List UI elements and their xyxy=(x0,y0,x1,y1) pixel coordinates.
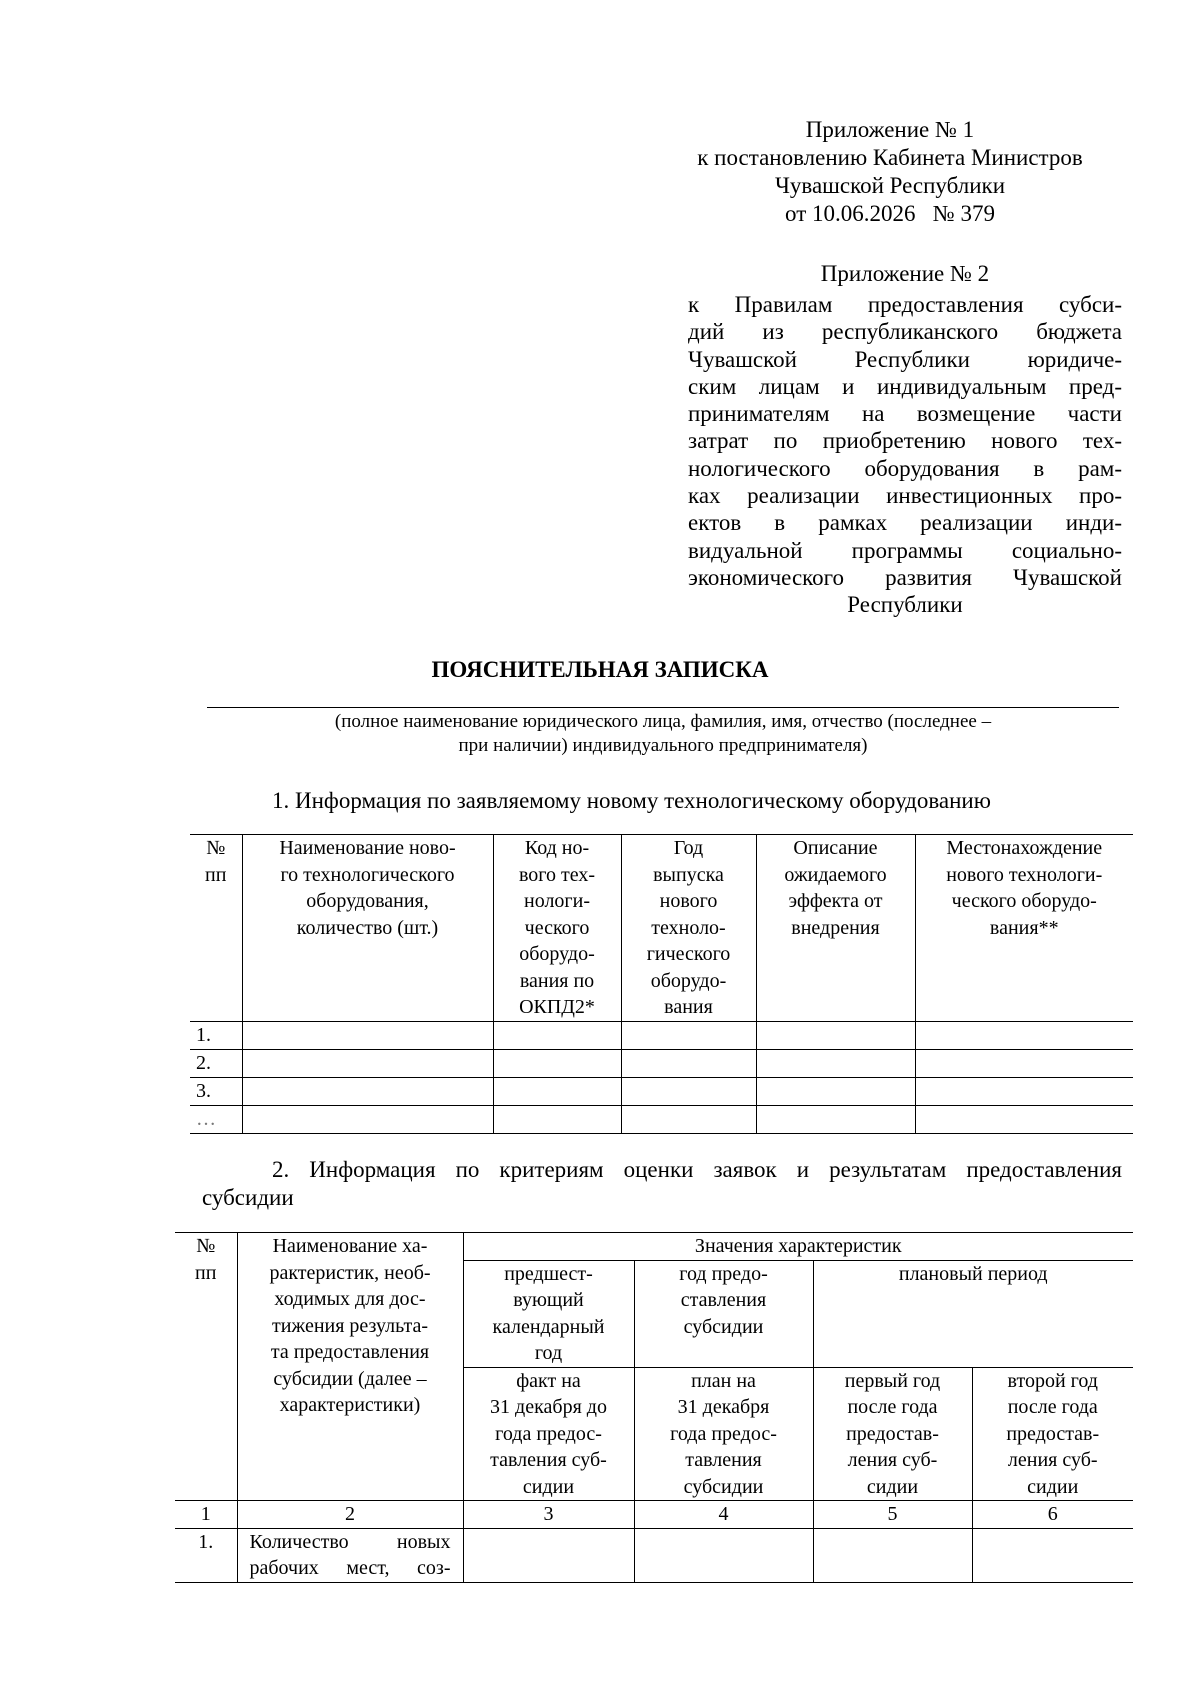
header-text-line: субсидии xyxy=(683,1315,764,1338)
caption-line-1: (полное наименование юридического лица, фамилия, имя, отчество (последнее – xyxy=(334,711,992,732)
table-cell[interactable] xyxy=(972,1528,1133,1582)
header-cell-first-year xyxy=(813,1367,972,1501)
header-text-line: сидии xyxy=(522,1475,575,1498)
row-number: 1. xyxy=(175,1528,237,1582)
header-text-line: ления суб- xyxy=(847,1449,938,1471)
annex-2-line: Чувашской Республики юридиче- xyxy=(688,346,1122,372)
section-2-heading xyxy=(202,1156,1122,1212)
header-text-line: вания** xyxy=(989,916,1059,939)
table-cell[interactable] xyxy=(756,1049,915,1077)
header-cell-fact xyxy=(463,1367,634,1501)
header-text-line: года предос- xyxy=(670,1422,777,1445)
header-text-line: ОКПД2* xyxy=(519,996,595,1018)
header-cell-release-year xyxy=(621,835,756,1022)
header-text-line: первый год xyxy=(844,1369,941,1392)
header-text-line: Наименование ха- xyxy=(272,1235,428,1257)
column-index: 6 xyxy=(972,1501,1133,1529)
column-index: 2 xyxy=(237,1501,463,1529)
header-text-line: Наименование ново- xyxy=(279,837,456,859)
header-text-line: ческого оборудо- xyxy=(951,890,1097,912)
annex-1-line-2: к постановлению Кабинета Министров xyxy=(697,145,1083,170)
header-text-line: оборудо- xyxy=(650,969,727,992)
table-cell[interactable] xyxy=(915,1105,1133,1133)
header-text-line: после года xyxy=(1007,1396,1098,1418)
table-cell[interactable] xyxy=(813,1528,972,1582)
annex-2-line: Республики xyxy=(847,592,963,618)
table-row xyxy=(190,1105,1133,1133)
table-cell[interactable] xyxy=(756,1021,915,1049)
annex-1-line-4: от 10.06.2026 № 379 xyxy=(785,201,995,226)
row-number: … xyxy=(190,1105,242,1133)
annex-2-line: ским лицам и индивидуальным пред- xyxy=(688,373,1122,399)
header-cell-equipment-name xyxy=(242,835,493,1022)
annex-2-line: ках реализации инвестиционных про- xyxy=(688,483,1122,509)
table-cell[interactable] xyxy=(242,1105,493,1133)
caption-line-2: при наличии) индивидуального предпринимателя) xyxy=(458,735,868,756)
table-cell[interactable] xyxy=(493,1077,621,1105)
row-number: 3. xyxy=(190,1077,242,1105)
document-title: ПОЯСНИТЕЛЬНАЯ ЗАПИСКА xyxy=(431,657,769,682)
header-cell-values: Значения характеристик xyxy=(463,1233,1133,1261)
header-cell-planned-period: плановый период xyxy=(813,1260,1133,1367)
header-text-line: Год xyxy=(673,837,704,859)
table-row xyxy=(190,1049,1133,1077)
header-text-line: го технологического xyxy=(280,863,455,886)
header-text-line: второй год xyxy=(1007,1369,1098,1392)
header-text-line: сидии xyxy=(866,1475,919,1498)
header-text-line: нового технологи- xyxy=(946,863,1103,886)
header-text-line: 31 декабря до xyxy=(490,1396,607,1418)
header-text-line: характеристики) xyxy=(279,1394,421,1416)
header-text-line: ческого xyxy=(524,916,590,939)
table-cell[interactable] xyxy=(493,1049,621,1077)
column-index: 4 xyxy=(634,1501,813,1529)
equipment-table xyxy=(190,834,1133,1134)
table-cell[interactable] xyxy=(915,1049,1133,1077)
header-text-line: нового xyxy=(659,890,718,912)
header-cell-okpd2-code xyxy=(493,835,621,1022)
annex-2-line: затрат по приобретению нового тех- xyxy=(688,428,1122,454)
table-cell[interactable] xyxy=(242,1077,493,1105)
header-text-line: года предос- xyxy=(495,1422,602,1445)
header-text-line: 31 декабря xyxy=(677,1396,770,1418)
table-cell[interactable] xyxy=(634,1528,813,1582)
table-cell[interactable] xyxy=(756,1077,915,1105)
criteria-table xyxy=(175,1232,1133,1583)
column-index-row xyxy=(175,1501,1133,1529)
header-text-line: пп xyxy=(195,1261,217,1284)
header-text-line: Местонахождение xyxy=(946,837,1103,859)
header-text-line: количество (шт.) xyxy=(296,916,439,939)
header-text-line: пп xyxy=(205,863,227,886)
annex-2-line: к Правилам предоставления субси- xyxy=(688,292,1122,317)
header-text-line: оборудования, xyxy=(306,890,429,912)
header-text-line: техноло- xyxy=(651,916,726,939)
annex-2-body xyxy=(688,291,1122,619)
header-text-line: сидии xyxy=(1027,1475,1079,1498)
header-text-line: субсидии xyxy=(683,1475,764,1498)
header-text-line: ставления xyxy=(680,1289,767,1311)
table-cell[interactable] xyxy=(915,1077,1133,1105)
column-index: 3 xyxy=(463,1501,634,1529)
header-cell-num xyxy=(190,835,242,1022)
annex-1-header xyxy=(640,116,1140,228)
column-index: 1 xyxy=(175,1501,237,1529)
header-text-line: № xyxy=(206,837,226,859)
annex-2-line: дий из республиканского бюджета xyxy=(688,319,1122,345)
header-text-line: тижения результа- xyxy=(271,1314,429,1337)
header-text-line: факт на xyxy=(516,1369,581,1392)
header-text-line: та предоставления xyxy=(270,1341,430,1363)
header-text-line: ходимых для дос- xyxy=(274,1288,426,1310)
table-cell[interactable] xyxy=(242,1021,493,1049)
applicant-name-caption xyxy=(207,710,1119,758)
header-text-line: тавления xyxy=(685,1449,762,1471)
header-cell-second-year xyxy=(972,1367,1133,1501)
header-text-line: вующий xyxy=(513,1289,584,1311)
header-text-line: субсидии (далее – xyxy=(273,1367,427,1390)
section-2-heading-line-1: 2. Информация по критериям оценки заявок и результатам предоставления xyxy=(272,1157,1122,1182)
annex-2-line: экономического развития Чувашской xyxy=(688,564,1122,590)
header-text-line: рактеристик, необ- xyxy=(269,1261,431,1284)
header-text-line: тавления суб- xyxy=(490,1449,607,1471)
table-cell[interactable] xyxy=(493,1105,621,1133)
header-cell-expected-effect xyxy=(756,835,915,1022)
header-text-line: вания xyxy=(664,996,713,1018)
header-text-line: предостав- xyxy=(846,1422,939,1445)
header-text-line: год предо- xyxy=(679,1262,768,1285)
table-cell[interactable] xyxy=(621,1021,756,1049)
table-row xyxy=(190,1077,1133,1105)
annex-2-line: принимателям на возмещение части xyxy=(688,401,1122,427)
annex-1-line-1: Приложение № 1 xyxy=(805,117,975,142)
header-text-line: календарный xyxy=(492,1315,605,1338)
header-cell-num xyxy=(175,1233,237,1501)
header-text-line: внедрения xyxy=(791,916,880,939)
equipment-table-header xyxy=(190,835,1133,1022)
table-row xyxy=(175,1528,1133,1582)
row-number: 2. xyxy=(190,1049,242,1077)
header-cell-grant-year xyxy=(634,1260,813,1367)
header-text-line: ления суб- xyxy=(1007,1449,1098,1471)
annex-1-line-3: Чувашской Республики xyxy=(774,173,1006,198)
header-text-line: вого тех- xyxy=(518,863,596,886)
header-text-line: год xyxy=(534,1342,563,1364)
header-text-line: после года xyxy=(847,1396,938,1418)
header-text-line: Описание xyxy=(793,837,878,859)
header-text-line: предостав- xyxy=(1006,1422,1100,1445)
table-cell[interactable] xyxy=(621,1077,756,1105)
column-index: 5 xyxy=(813,1501,972,1529)
applicant-name-line xyxy=(207,707,1119,708)
table-cell[interactable] xyxy=(493,1021,621,1049)
table-cell[interactable] xyxy=(621,1049,756,1077)
header-text-line: ожидаемого xyxy=(784,863,887,886)
header-text-line: выпуска xyxy=(653,863,724,886)
row-characteristic-name xyxy=(237,1528,463,1582)
header-cell-plan xyxy=(634,1367,813,1501)
header-text-line: нологи- xyxy=(524,890,590,912)
table-cell[interactable] xyxy=(242,1049,493,1077)
header-text-line: № xyxy=(196,1235,216,1257)
header-text-line: план на xyxy=(691,1369,756,1392)
header-text-line: Количество новых xyxy=(249,1530,451,1553)
header-text-line: Код но- xyxy=(524,837,590,859)
header-text-line: предшест- xyxy=(504,1262,593,1285)
table-row xyxy=(190,1021,1133,1049)
header-text-line: вания по xyxy=(519,969,595,992)
header-cell-location xyxy=(915,835,1133,1022)
header-cell-characteristic-name xyxy=(237,1233,463,1501)
section-2-heading-line-2: субсидии xyxy=(202,1185,294,1210)
table-cell[interactable] xyxy=(915,1021,1133,1049)
table-cell[interactable] xyxy=(621,1105,756,1133)
header-cell-previous-year xyxy=(463,1260,634,1367)
table-cell[interactable] xyxy=(756,1105,915,1133)
criteria-header-row-1 xyxy=(175,1233,1133,1261)
annex-2-line: видуальной программы социально- xyxy=(688,537,1122,563)
header-text-line: рабочих мест, соз- xyxy=(249,1557,451,1579)
annex-2-line: ектов в рамках реализации инди- xyxy=(688,510,1122,536)
annex-2-title: Приложение № 2 xyxy=(820,261,990,286)
header-text-line: гического xyxy=(646,943,731,965)
table-cell[interactable] xyxy=(463,1528,634,1582)
annex-2-line: нологического оборудования в рам- xyxy=(688,455,1122,481)
row-number: 1. xyxy=(190,1021,242,1049)
header-text-line: эффекта от xyxy=(788,890,883,912)
header-text-line: оборудо- xyxy=(519,943,595,965)
section-1-heading: 1. Информация по заявляемому новому технологическому оборудованию xyxy=(272,788,991,813)
